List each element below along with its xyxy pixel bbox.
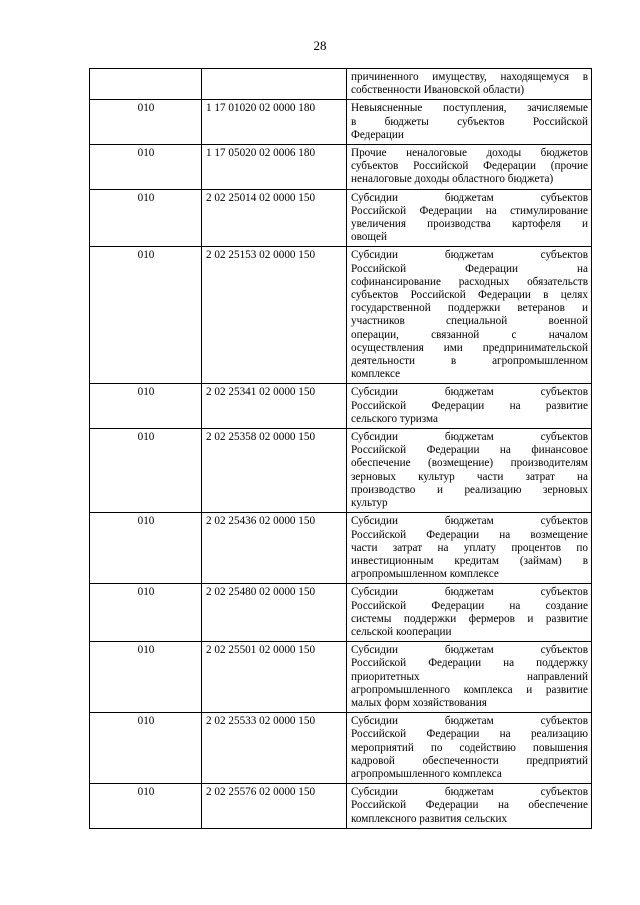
table-row: [90, 189, 592, 247]
description-line: Российской Федерации на стимулирование: [351, 204, 588, 217]
description-line: софинансирование расходных обязательств: [351, 275, 588, 288]
table-row: [90, 784, 592, 829]
description-line: Российской Федерации на возмещение: [351, 528, 588, 541]
admin-code-cell: 010: [90, 189, 202, 247]
description-line: Субсидии бюджетам субъектов: [351, 386, 588, 399]
description-cell: [347, 145, 592, 190]
table-row: [90, 145, 592, 190]
description-cell: [347, 69, 592, 100]
description-line: системы поддержки фермеров и развитие: [351, 612, 588, 625]
description-line: комплексе: [351, 368, 401, 381]
description-line: обеспечение (возмещение) производителям: [351, 457, 588, 470]
page-number: 28: [313, 38, 327, 53]
description-cell: [347, 642, 592, 713]
description-line: Российской Федерации на поддержку: [351, 657, 588, 670]
budget-code-cell: 2 02 25576 02 0000 150: [202, 784, 347, 829]
admin-code-cell: 010: [90, 100, 202, 145]
budget-code-cell: 2 02 25533 02 0000 150: [202, 713, 347, 784]
description-line: приоритетных направлений: [351, 670, 588, 683]
budget-code-cell: 2 02 25341 02 0000 150: [202, 384, 347, 429]
description-line: Федерации: [351, 128, 404, 141]
description-line: причиненного имуществу, находящемуся в: [351, 71, 588, 83]
admin-code-cell: 010: [90, 642, 202, 713]
description-line: собственности Ивановской области): [351, 84, 525, 97]
description-line: государственной поддержки ветеранов и: [351, 302, 588, 315]
budget-codes-table: [89, 68, 592, 829]
description-line: Российской Федерации на: [351, 262, 588, 275]
table-row: [90, 247, 592, 384]
description-line: Субсидии бюджетам субъектов: [351, 515, 588, 528]
budget-code-cell: 1 17 01020 02 0000 180: [202, 100, 347, 145]
description-line: сельского туризма: [351, 412, 439, 425]
table-row: [90, 429, 592, 513]
description-line: Российской Федерации на финансовое: [351, 444, 588, 457]
description-line: в бюджеты субъектов Российской: [351, 115, 588, 128]
description-cell: [347, 384, 592, 429]
budget-code-cell: 1 17 05020 02 0006 180: [202, 145, 347, 190]
description-line: осуществления ими предпринимательской: [351, 341, 588, 354]
admin-code-cell: 010: [90, 784, 202, 829]
description-line: инвестиционным кредитам (займам) в: [351, 554, 588, 567]
description-line: участников специальной военной: [351, 315, 588, 328]
description-line: сельской кооперации: [351, 625, 452, 638]
description-cell: [347, 189, 592, 247]
description-line: неналоговые доходы областного бюджета): [351, 173, 554, 186]
admin-code-cell: 010: [90, 513, 202, 584]
description-line: малых форм хозяйствования: [351, 696, 487, 709]
budget-code-cell: [202, 69, 347, 100]
admin-code-cell: 010: [90, 429, 202, 513]
description-line: Российской Федерации на обеспечение: [351, 799, 588, 812]
budget-code-cell: 2 02 25480 02 0000 150: [202, 584, 347, 642]
description-cell: [347, 247, 592, 384]
description-cell: [347, 513, 592, 584]
description-line: агропромышленном комплексе: [351, 568, 499, 581]
budget-code-cell: 2 02 25014 02 0000 150: [202, 189, 347, 247]
description-line: Прочие неналоговые доходы бюджетов: [351, 147, 588, 160]
description-line: субъектов Российской Федерации (прочие: [351, 160, 588, 173]
description-cell: [347, 100, 592, 145]
description-cell: [347, 784, 592, 829]
description-line: комплексного развития сельских: [351, 812, 508, 825]
budget-code-cell: 2 02 25153 02 0000 150: [202, 247, 347, 384]
table-row: [90, 69, 592, 100]
table-row: [90, 713, 592, 784]
description-line: Российской Федерации на создание: [351, 599, 588, 612]
description-line: Субсидии бюджетам субъектов: [351, 431, 588, 444]
admin-code-cell: 010: [90, 145, 202, 190]
table-row: [90, 384, 592, 429]
description-line: Субсидии бюджетам субъектов: [351, 249, 588, 262]
description-line: Субсидии бюджетам субъектов: [351, 786, 588, 799]
admin-code-cell: 010: [90, 384, 202, 429]
description-line: увеличения производства картофеля и: [351, 218, 588, 231]
admin-code-cell: [90, 69, 202, 100]
description-line: зерновых культур части затрат на: [351, 470, 588, 483]
budget-code-cell: 2 02 25358 02 0000 150: [202, 429, 347, 513]
description-line: Субсидии бюджетам субъектов: [351, 586, 588, 599]
admin-code-cell: 010: [90, 247, 202, 384]
description-line: Субсидии бюджетам субъектов: [351, 644, 588, 657]
admin-code-cell: 010: [90, 713, 202, 784]
description-line: части затрат на уплату процентов по: [351, 541, 588, 554]
budget-code-cell: 2 02 25501 02 0000 150: [202, 642, 347, 713]
description-line: Российской Федерации на реализацию: [351, 728, 588, 741]
description-line: деятельности в агропромышленном: [351, 355, 588, 368]
admin-code-cell: 010: [90, 584, 202, 642]
description-line: производство и реализацию зерновых: [351, 483, 588, 496]
budget-code-cell: 2 02 25436 02 0000 150: [202, 513, 347, 584]
description-line: агропромышленного комплекса: [351, 767, 502, 780]
description-line: субъектов Российской Федерации в целях: [351, 289, 588, 302]
description-line: мероприятий по содействию повышения: [351, 741, 588, 754]
description-cell: [347, 713, 592, 784]
description-cell: [347, 429, 592, 513]
table-row: [90, 584, 592, 642]
description-line: кадровой обеспеченности предприятий: [351, 754, 588, 767]
description-line: Невыясненные поступления, зачисляемые: [351, 102, 588, 115]
description-line: культур: [351, 497, 388, 510]
description-line: агропромышленного комплекса и развитие: [351, 683, 588, 696]
description-line: Субсидии бюджетам субъектов: [351, 191, 588, 204]
description-line: овощей: [351, 231, 387, 244]
description-line: Субсидии бюджетам субъектов: [351, 715, 588, 728]
description-cell: [347, 584, 592, 642]
description-line: Российской Федерации на развитие: [351, 399, 588, 412]
table-row: [90, 642, 592, 713]
table-row: [90, 100, 592, 145]
description-line: операции, связанной с началом: [351, 328, 588, 341]
table-row: [90, 513, 592, 584]
table-body: [90, 69, 592, 829]
